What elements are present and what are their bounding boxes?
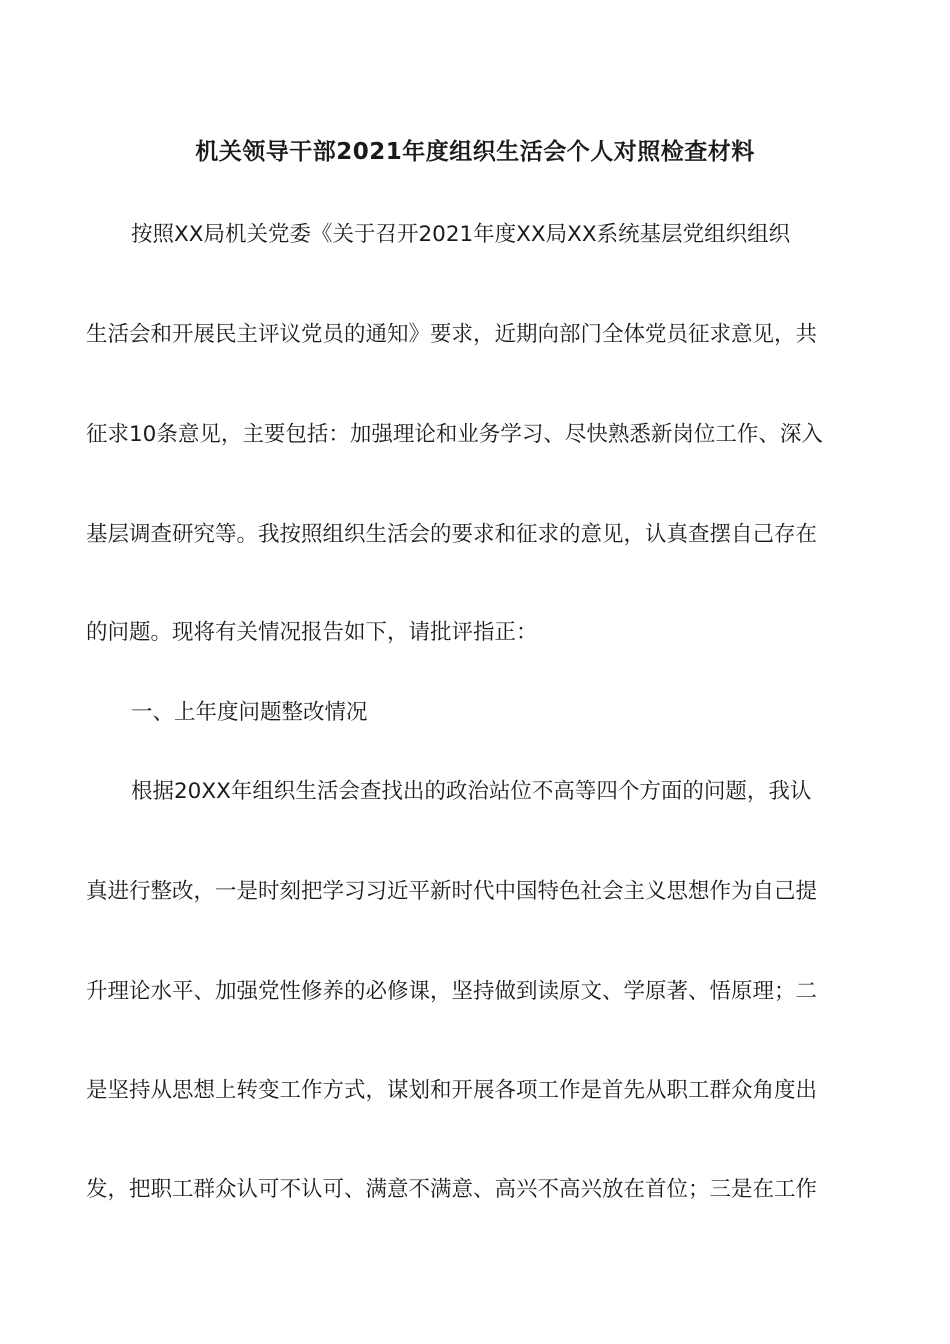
paragraph-line: 发，把职工群众认可不认可、满意不满意、高兴不高兴放在首位；三是在工作 bbox=[86, 1177, 818, 1202]
paragraph-line: 按照XX局机关党委《关于召开2021年度XX局XX系统基层党组织组织 bbox=[131, 222, 791, 247]
paragraph-line: 基层调查研究等。我按照组织生活会的要求和征求的意见，认真查摆自己存在 bbox=[86, 522, 818, 547]
document-title: 机关领导干部2021年度组织生活会个人对照检查材料 bbox=[195, 139, 755, 165]
paragraph-line: 征求10条意见，主要包括：加强理论和业务学习、尽快熟悉新岗位工作、深入 bbox=[86, 422, 823, 447]
paragraph-line: 是坚持从思想上转变工作方式，谋划和开展各项工作是首先从职工群众角度出 bbox=[86, 1078, 818, 1103]
paragraph-line: 生活会和开展民主评议党员的通知》要求，近期向部门全体党员征求意见，共 bbox=[86, 322, 818, 347]
section-heading: 一、上年度问题整改情况 bbox=[131, 700, 368, 725]
paragraph-line: 的问题。现将有关情况报告如下，请批评指正： bbox=[86, 620, 538, 645]
paragraph-line: 根据20XX年组织生活会查找出的政治站位不高等四个方面的问题，我认 bbox=[131, 779, 812, 804]
paragraph-line: 升理论水平、加强党性修养的必修课，坚持做到读原文、学原著、悟原理；二 bbox=[86, 979, 818, 1004]
paragraph-line: 真进行整改，一是时刻把学习习近平新时代中国特色社会主义思想作为自己提 bbox=[86, 879, 818, 904]
